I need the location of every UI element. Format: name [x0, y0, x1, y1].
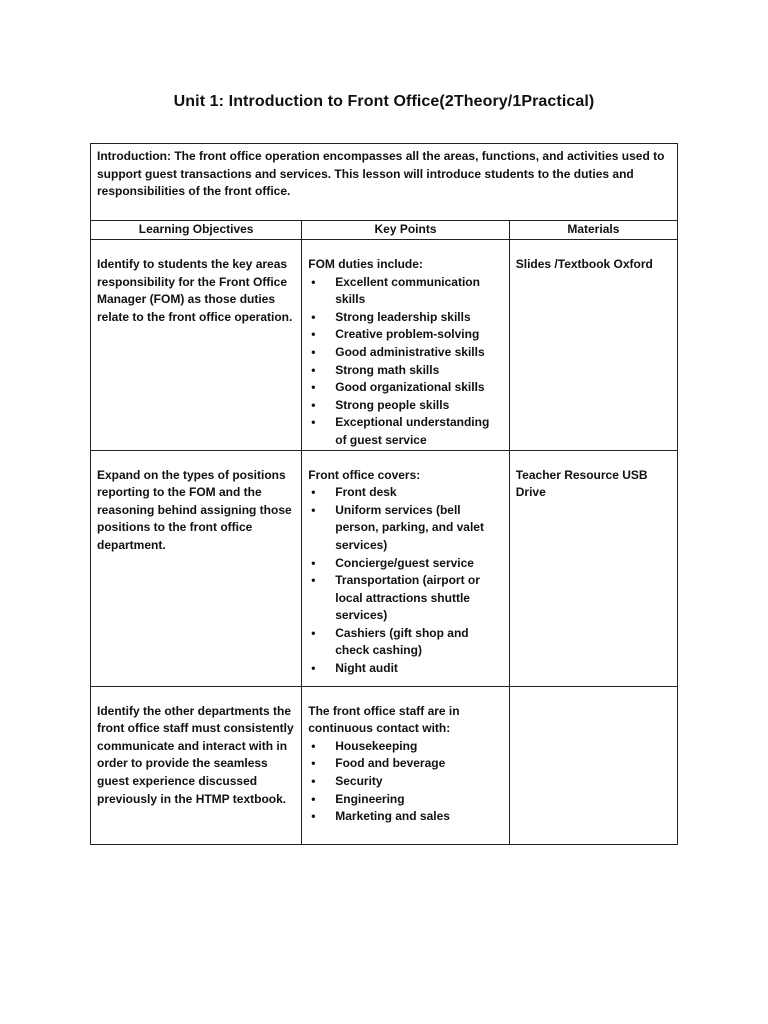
- bullet-icon: •: [311, 344, 316, 359]
- key-points-intro: The front office staff are in continuous contact with:: [308, 703, 460, 736]
- list-item: • Concierge/guest service: [308, 555, 502, 573]
- bullet-icon: •: [311, 309, 316, 324]
- header-row: [91, 221, 678, 240]
- list-item: • Food and beverage: [308, 755, 502, 773]
- table-row: [91, 450, 678, 686]
- bullet-icon: •: [311, 661, 316, 676]
- list-item: • Housekeeping: [308, 738, 502, 756]
- bullet-icon: •: [311, 738, 316, 753]
- materials-cell: Teacher Resource USB Drive: [509, 450, 677, 686]
- bullet-icon: •: [311, 274, 316, 289]
- bullet-icon: •: [311, 791, 316, 806]
- header-key-points: Key Points: [302, 221, 509, 240]
- list-item: • Marketing and sales: [308, 808, 502, 826]
- bullet-icon: •: [311, 809, 316, 824]
- page-title: Unit 1: Introduction to Front Office(2Theory/1Practical): [173, 93, 595, 110]
- list-item: • Good administrative skills: [308, 344, 502, 362]
- list-item: • Transportation (airport or local attractions shuttle services): [311, 573, 480, 623]
- objective-cell: Expand on the types of positions reporting to the FOM and the reasoning behind assigning those positions to the front office department.: [91, 450, 302, 686]
- list-item: • Strong math skills: [308, 362, 502, 380]
- table-row: [91, 240, 678, 451]
- lesson-plan-table: [90, 143, 678, 845]
- bullet-icon: •: [311, 485, 316, 500]
- materials-cell: [509, 686, 677, 844]
- intro-text: Introduction: The front office operation encompasses all the areas, functions, and activities used to support guest transactions and services. This lesson will introduce students to the duties and responsibilities of the front office.: [91, 144, 678, 221]
- bullet-icon: •: [311, 397, 316, 412]
- list-item: • Good organizational skills: [308, 379, 502, 397]
- objective-cell: Identify the other departments the front office staff must consistently communicate and interact with in order to provide the seamless guest experience discussed previously in the HTMP textbook.: [91, 686, 302, 844]
- header-learning-objectives: Learning Objectives: [91, 221, 302, 240]
- bullet-icon: •: [311, 756, 316, 771]
- key-points-cell: [302, 686, 509, 844]
- list-item: • Security: [308, 773, 502, 791]
- bullet-icon: •: [311, 380, 316, 395]
- bullet-icon: •: [311, 773, 316, 788]
- list-item: • Cashiers (gift shop and check cashing): [311, 625, 469, 658]
- list-item: • Creative problem-solving: [308, 326, 502, 344]
- list-item: • Exceptional understanding of guest service: [311, 415, 490, 447]
- intro-row: [91, 144, 678, 221]
- bullet-icon: •: [311, 573, 316, 588]
- list-item: • Front desk: [308, 484, 502, 502]
- list-item: • Excellent communication skills: [311, 274, 480, 307]
- objective-cell: Identify to students the key areas responsibility for the Front Office Manager (FOM) as those duties relate to the front office operation.: [91, 240, 302, 451]
- list-item: • Uniform services (bell person, parking, and valet services): [311, 502, 484, 552]
- table-row: [91, 686, 678, 844]
- bullet-icon: •: [311, 415, 316, 430]
- key-points-cell: [302, 240, 509, 451]
- list-item: • Strong leadership skills: [308, 309, 502, 327]
- list-item: • Strong people skills: [308, 397, 502, 415]
- key-points-list: [308, 274, 502, 450]
- key-points-cell: [302, 450, 509, 686]
- bullet-icon: •: [311, 625, 316, 640]
- key-points-intro: FOM duties include:: [308, 257, 423, 271]
- key-points-list: [308, 738, 502, 826]
- materials-cell: Slides /Textbook Oxford: [509, 240, 677, 451]
- bullet-icon: •: [311, 362, 316, 377]
- key-points-list: [308, 484, 502, 678]
- list-item: • Night audit: [308, 660, 502, 678]
- bullet-icon: •: [311, 555, 316, 570]
- key-points-intro: Front office covers:: [308, 467, 421, 482]
- header-materials: Materials: [509, 221, 677, 240]
- bullet-icon: •: [311, 502, 316, 517]
- bullet-icon: •: [311, 327, 316, 342]
- list-item: • Engineering: [308, 791, 502, 809]
